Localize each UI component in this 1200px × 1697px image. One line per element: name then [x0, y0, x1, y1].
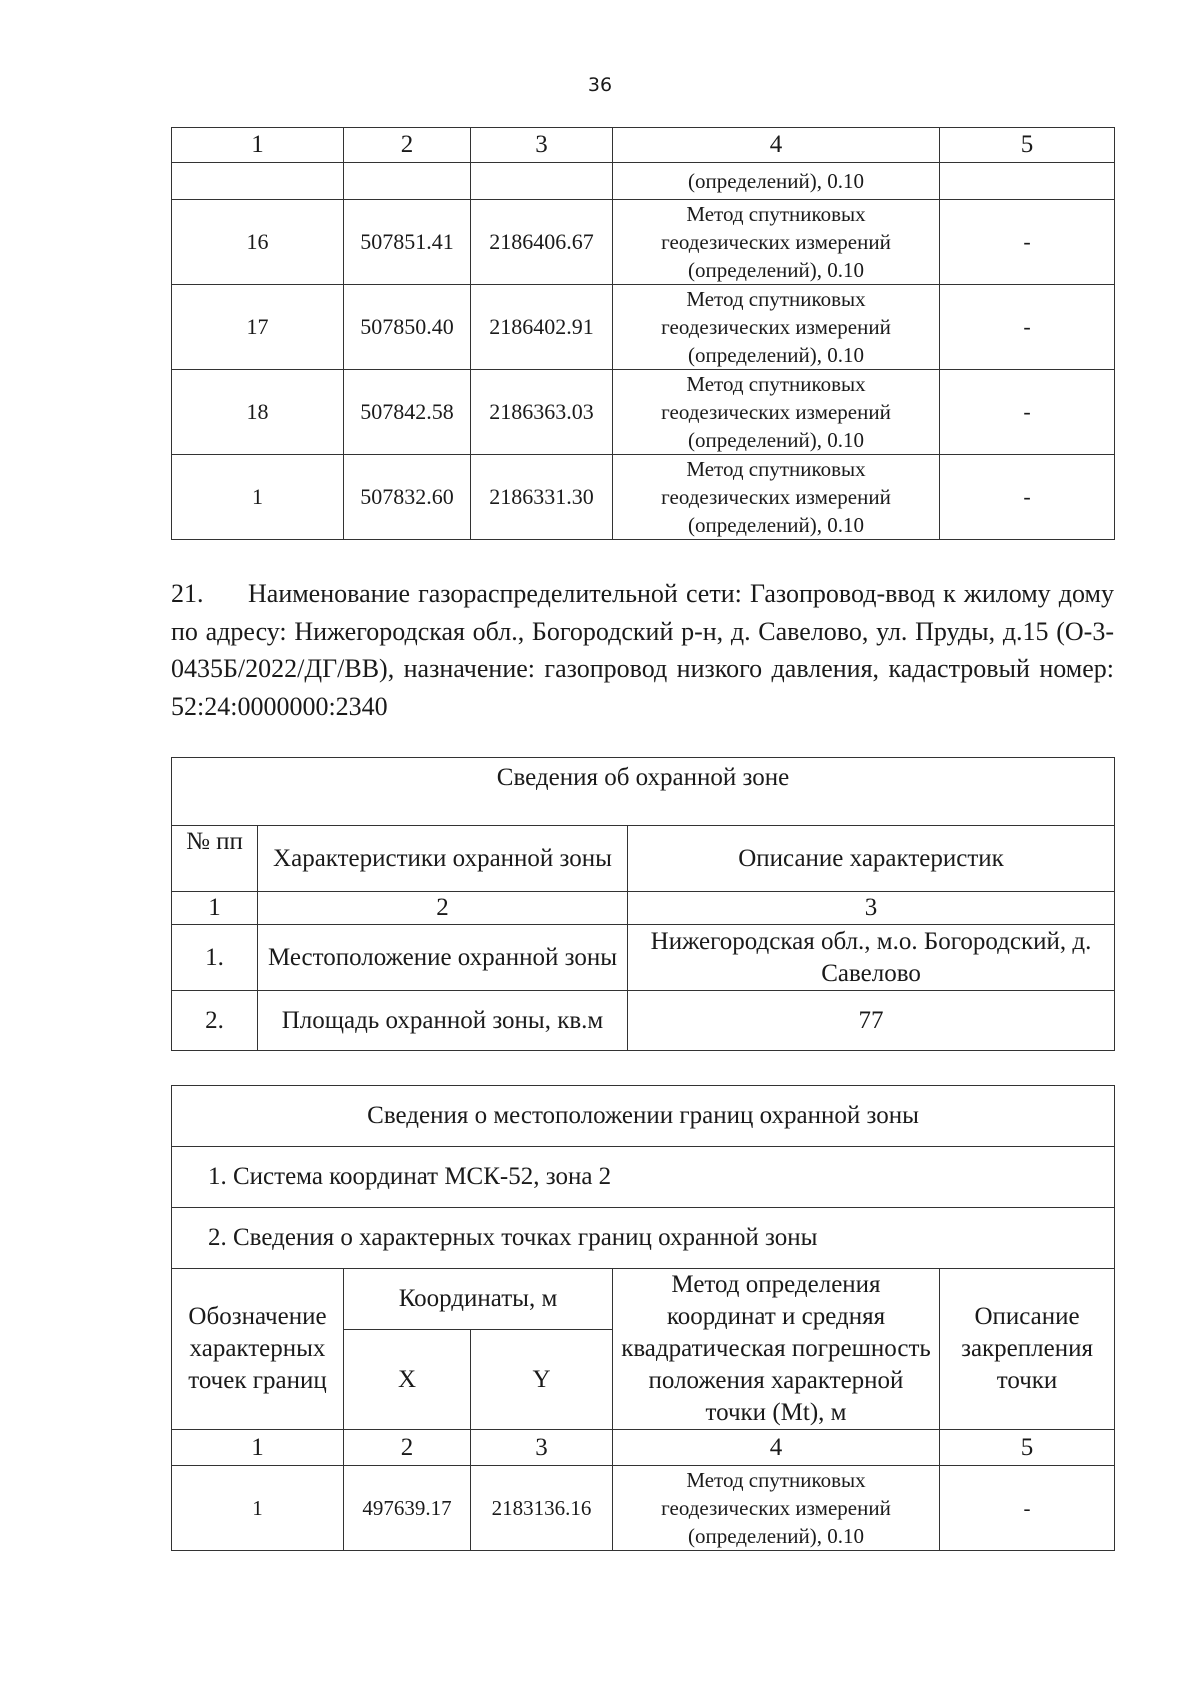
empty-cell — [940, 163, 1115, 200]
table-row — [172, 370, 1115, 455]
y-cell: 2186331.30 — [471, 455, 613, 540]
method-continuation: (определений), 0.10 — [613, 163, 940, 200]
desc-cell: - — [940, 370, 1115, 455]
y-header: Y — [471, 1330, 613, 1430]
x-cell: 507851.41 — [344, 200, 471, 285]
point-cell: 16 — [172, 200, 344, 285]
num-cell: 4 — [613, 1430, 940, 1466]
header-cell: 3 — [471, 128, 613, 163]
table-row — [172, 991, 1115, 1051]
y-cell: 2186406.67 — [471, 200, 613, 285]
section-paragraph — [171, 575, 1114, 725]
coordinates-table — [171, 127, 1115, 540]
num-cell: 1 — [172, 892, 258, 925]
row-value: 77 — [628, 991, 1115, 1051]
col-description-header: Описание характеристик — [628, 826, 1115, 892]
num-cell: 3 — [628, 892, 1115, 925]
empty-cell — [471, 163, 613, 200]
num-cell: 5 — [940, 1430, 1115, 1466]
boundaries-table — [171, 1085, 1115, 1551]
paragraph-number: 21. — [171, 579, 204, 608]
method-cell: Метод спутниковых геодезических измерений (определений), 0.10 — [613, 285, 940, 370]
point-cell: 1 — [172, 455, 344, 540]
method-cell: Метод спутниковых геодезических измерений (определений), 0.10 — [613, 200, 940, 285]
coordinate-system-line: 1. Система координат МСК-52, зона 2 — [172, 1147, 1115, 1208]
points-info-line: 2. Сведения о характерных точках границ охранной зоны — [172, 1208, 1115, 1269]
col-characteristic-header: Характеристики охранной зоны — [258, 826, 628, 892]
coordinates-header: Координаты, м — [344, 1269, 613, 1330]
table-row — [172, 200, 1115, 285]
point-cell: 1 — [172, 1466, 344, 1551]
paragraph-text: Наименование газораспределительной сети: Газопровод-ввод к жилому дому по адресу: Нижегородская обл., Богородский р-н, д. Савелово, ул. Пруды, д.15 (О-3-0435Б/2022/ДГ/ВВ), назначение: газопровод низкого давления, кадастровый номер: 52:24:0000000:2340 — [171, 579, 1114, 721]
table-row — [172, 925, 1115, 991]
col-number-header: № пп — [172, 826, 258, 892]
row-value: Нижегородская обл., м.о. Богородский, д. Савелово — [628, 925, 1115, 991]
row-name: Площадь охранной зоны, кв.м — [258, 991, 628, 1051]
x-cell: 497639.17 — [344, 1466, 471, 1551]
num-cell: 2 — [344, 1430, 471, 1466]
x-header: X — [344, 1330, 471, 1430]
zone-table-title: Сведения об охранной зоне — [172, 758, 1115, 826]
row-name: Местоположение охранной зоны — [258, 925, 628, 991]
method-cell: Метод спутниковых геодезических измерений (определений), 0.10 — [613, 1466, 940, 1551]
point-designation-header: Обозначение характерных точек границ — [172, 1269, 344, 1430]
y-cell: 2186402.91 — [471, 285, 613, 370]
point-cell: 17 — [172, 285, 344, 370]
point-cell: 18 — [172, 370, 344, 455]
boundaries-title: Сведения о местоположении границ охранной зоны — [172, 1086, 1115, 1147]
desc-cell: - — [940, 285, 1115, 370]
method-header: Метод определения координат и средняя квадратическая погрешность положения характерной точки (Mt), м — [613, 1269, 940, 1430]
y-cell: 2183136.16 — [471, 1466, 613, 1551]
row-number: 2. — [172, 991, 258, 1051]
method-cell: Метод спутниковых геодезических измерений (определений), 0.10 — [613, 455, 940, 540]
header-cell: 5 — [940, 128, 1115, 163]
table-row — [172, 285, 1115, 370]
method-cell: Метод спутниковых геодезических измерений (определений), 0.10 — [613, 370, 940, 455]
header-cell: 2 — [344, 128, 471, 163]
desc-cell: - — [940, 1466, 1115, 1551]
page-number: 36 — [587, 74, 613, 96]
row-number: 1. — [172, 925, 258, 991]
zone-info-table — [171, 757, 1115, 1051]
x-cell: 507850.40 — [344, 285, 471, 370]
x-cell: 507842.58 — [344, 370, 471, 455]
num-cell: 1 — [172, 1430, 344, 1466]
table-row — [172, 1466, 1115, 1551]
header-cell: 4 — [613, 128, 940, 163]
desc-cell: - — [940, 200, 1115, 285]
empty-cell — [344, 163, 471, 200]
desc-cell: - — [940, 455, 1115, 540]
num-cell: 2 — [258, 892, 628, 925]
num-cell: 3 — [471, 1430, 613, 1466]
empty-cell — [172, 163, 344, 200]
x-cell: 507832.60 — [344, 455, 471, 540]
fixation-header: Описание закрепления точки — [940, 1269, 1115, 1430]
header-cell: 1 — [172, 128, 344, 163]
y-cell: 2186363.03 — [471, 370, 613, 455]
table-row — [172, 455, 1115, 540]
